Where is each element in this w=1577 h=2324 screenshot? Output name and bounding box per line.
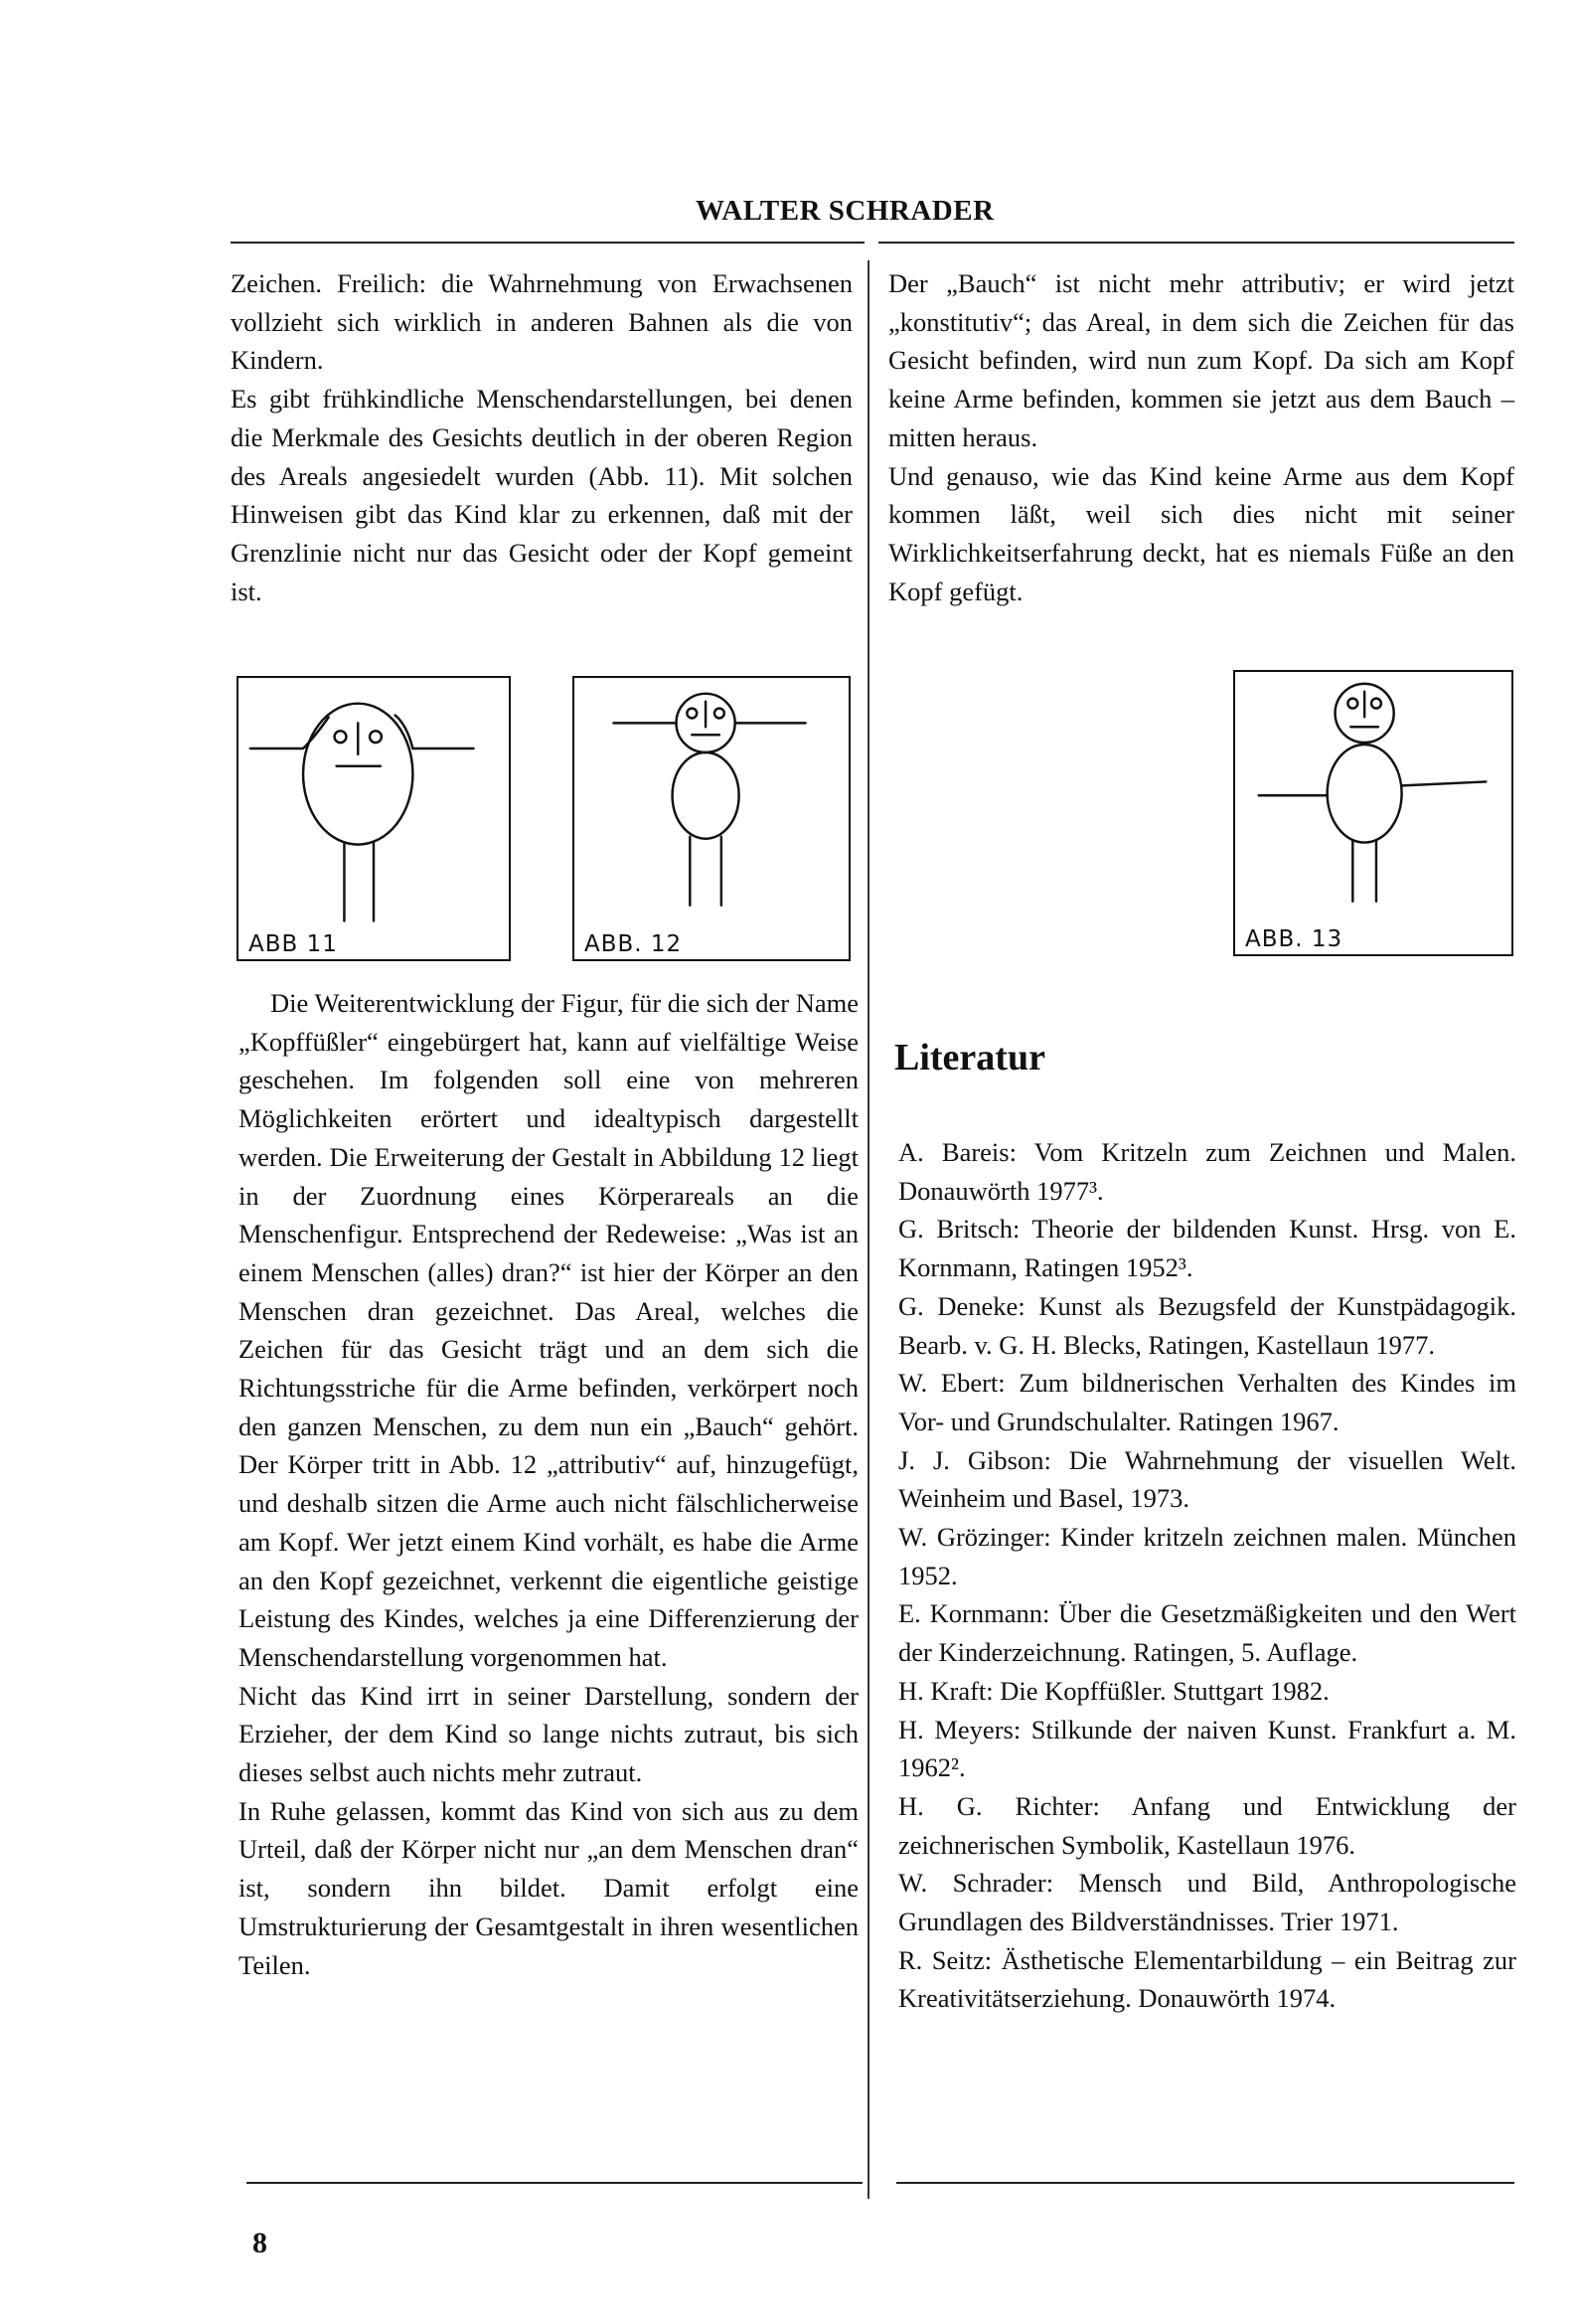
- left-column-bottom: [238, 984, 859, 1984]
- left-column-top: [231, 264, 853, 610]
- paragraph: Zeichen. Freilich: die Wahrnehmung von Erwachsenen vollzieht sich wirklich in anderen Bahnen als die von Kindern.: [231, 268, 853, 376]
- reference-entry: R. Seitz: Ästhetische Elementarbildung – ein Beitrag zur Kreativitätserziehung. Donauwörth 1974.: [898, 1944, 1516, 2014]
- reference-entry: W. Grözinger: Kinder kritzeln zeichnen malen. München 1952.: [898, 1522, 1516, 1590]
- figure-label: ABB 11: [248, 931, 338, 957]
- header-rule-right: [878, 242, 1514, 244]
- footer-rule-right: [896, 2182, 1514, 2184]
- page-number: 8: [252, 2227, 267, 2259]
- reference-entry: G. Deneke: Kunst als Bezugsfeld der Kunstpädagogik. Bearb. v. G. H. Blecks, Ratingen, Kastellaun 1977.: [898, 1290, 1516, 1360]
- paragraph: Der „Bauch“ ist nicht mehr attributiv; er wird jetzt „konstitutiv“; das Areal, in dem sich die Zeichen für das Gesicht befinden, wird nun zum Kopf. Da sich am Kopf keine Arme befinden, kommen sie jetzt aus dem Bauch – mitten heraus.: [888, 268, 1514, 452]
- running-header: WALTER SCHRADER: [696, 195, 995, 227]
- reference-entry: E. Kornmann: Über die Gesetzmäßigkeiten und den Wert der Kinderzeichnung. Ratingen, 5. Auflage.: [898, 1598, 1516, 1668]
- paragraph: In Ruhe gelassen, kommt das Kind von sich aus zu dem Urteil, daß der Körper nicht nur „an dem Menschen dran“ ist, sondern ihn bildet. Damit erfolgt eine Umstrukturierung der Gesamtgestalt in ihren wesentlichen Teilen.: [238, 1795, 859, 1980]
- reference-entry: W. Schrader: Mensch und Bild, Anthropologische Grundlagen des Bildverständnisses. Trier 1971.: [898, 1868, 1516, 1937]
- kopffuessler-figure-13-drawing: [1235, 672, 1511, 954]
- figure-label: ABB. 13: [1245, 926, 1343, 952]
- header-rule-left: [231, 242, 865, 244]
- footer-rule-left: [246, 2182, 863, 2184]
- column-divider: [867, 260, 869, 2199]
- reference-entry: A. Bareis: Vom Kritzeln zum Zeichnen und Malen. Donauwörth 1977³.: [898, 1137, 1516, 1206]
- figure-abb-11: [237, 676, 511, 961]
- reference-entry: H. Kraft: Die Kopffüßler. Stuttgart 1982.: [898, 1675, 1330, 1706]
- kopffuessler-figure-11-drawing: [238, 678, 509, 959]
- paragraph: Nicht das Kind irrt in seiner Darstellung, sondern der Erzieher, der dem Kind so lange nichts zutraut, bis sich dieses selbst auch nichts mehr zutraut.: [238, 1680, 859, 1788]
- figure-label: ABB. 12: [584, 931, 683, 957]
- literatur-list: [898, 1133, 1516, 2018]
- literatur-heading: Literatur: [894, 1037, 1045, 1079]
- reference-entry: H. Meyers: Stilkunde der naiven Kunst. Frankfurt a. M. 1962².: [898, 1714, 1516, 1783]
- right-column-top: [888, 264, 1514, 610]
- reference-entry: J. J. Gibson: Die Wahrnehmung der visuellen Welt. Weinheim und Basel, 1973.: [898, 1444, 1516, 1514]
- figure-abb-12: [572, 676, 851, 961]
- reference-entry: H. G. Richter: Anfang und Entwicklung der zeichnerischen Symbolik, Kastellaun 1976.: [898, 1790, 1516, 1860]
- paragraph: Es gibt frühkindliche Menschendarstellungen, bei denen die Merkmale des Gesichts deutlich in der oberen Region des Areals angesiedelt wurden (Abb. 11). Mit solchen Hinweisen gibt das Kind klar zu erkennen, daß mit der Grenzlinie nicht nur das Gesicht oder der Kopf gemeint ist.: [231, 384, 853, 606]
- kopffuessler-figure-12-drawing: [574, 678, 849, 959]
- figure-abb-13: [1233, 670, 1513, 956]
- reference-entry: G. Britsch: Theorie der bildenden Kunst. Hrsg. von E. Kornmann, Ratingen 1952³.: [898, 1214, 1516, 1283]
- reference-entry: W. Ebert: Zum bildnerischen Verhalten des Kindes im Vor- und Grundschulalter. Ratingen 1967.: [898, 1368, 1516, 1436]
- paragraph: Und genauso, wie das Kind keine Arme aus dem Kopf kommen läßt, weil sich dies nicht mit seiner Wirklichkeitserfahrung deckt, hat es niemals Füße an den Kopf gefügt.: [888, 460, 1514, 606]
- paragraph: Die Weiterentwicklung der Figur, für die sich der Name „Kopffüßler“ eingebürgert hat, kann auf vielfältige Weise geschehen. Im folgenden soll eine von mehreren Möglichkeiten erörtert und idealtypisch dargestellt werden. Die Erweiterung der Gestalt in Abbildung 12 liegt in der Zuordnung eines Körperareals an die Menschenfigur. Entsprechend der Redeweise: „Was ist an einem Menschen (alles) dran?“ ist hier der Körper an den Menschen dran gezeichnet. Das Areal, welches die Zeichen für das Gesicht trägt und an dem sich die Richtungsstriche für die Arme befinden, verkörpert noch den ganzen Menschen, zu dem nun ein „Bauch“ gehört. Der Körper tritt in Abb. 12 „attributiv“ auf, hinzugefügt, und deshalb sitzen die Arme auch nicht fälschlicherweise am Kopf. Wer jetzt einem Kind vorhält, es habe die Arme an den Kopf gezeichnet, verkennt die eigentliche geistige Leistung des Kindes, welches ja eine Differenzierung der Menschendarstellung vorgenommen hat.: [238, 988, 859, 1672]
